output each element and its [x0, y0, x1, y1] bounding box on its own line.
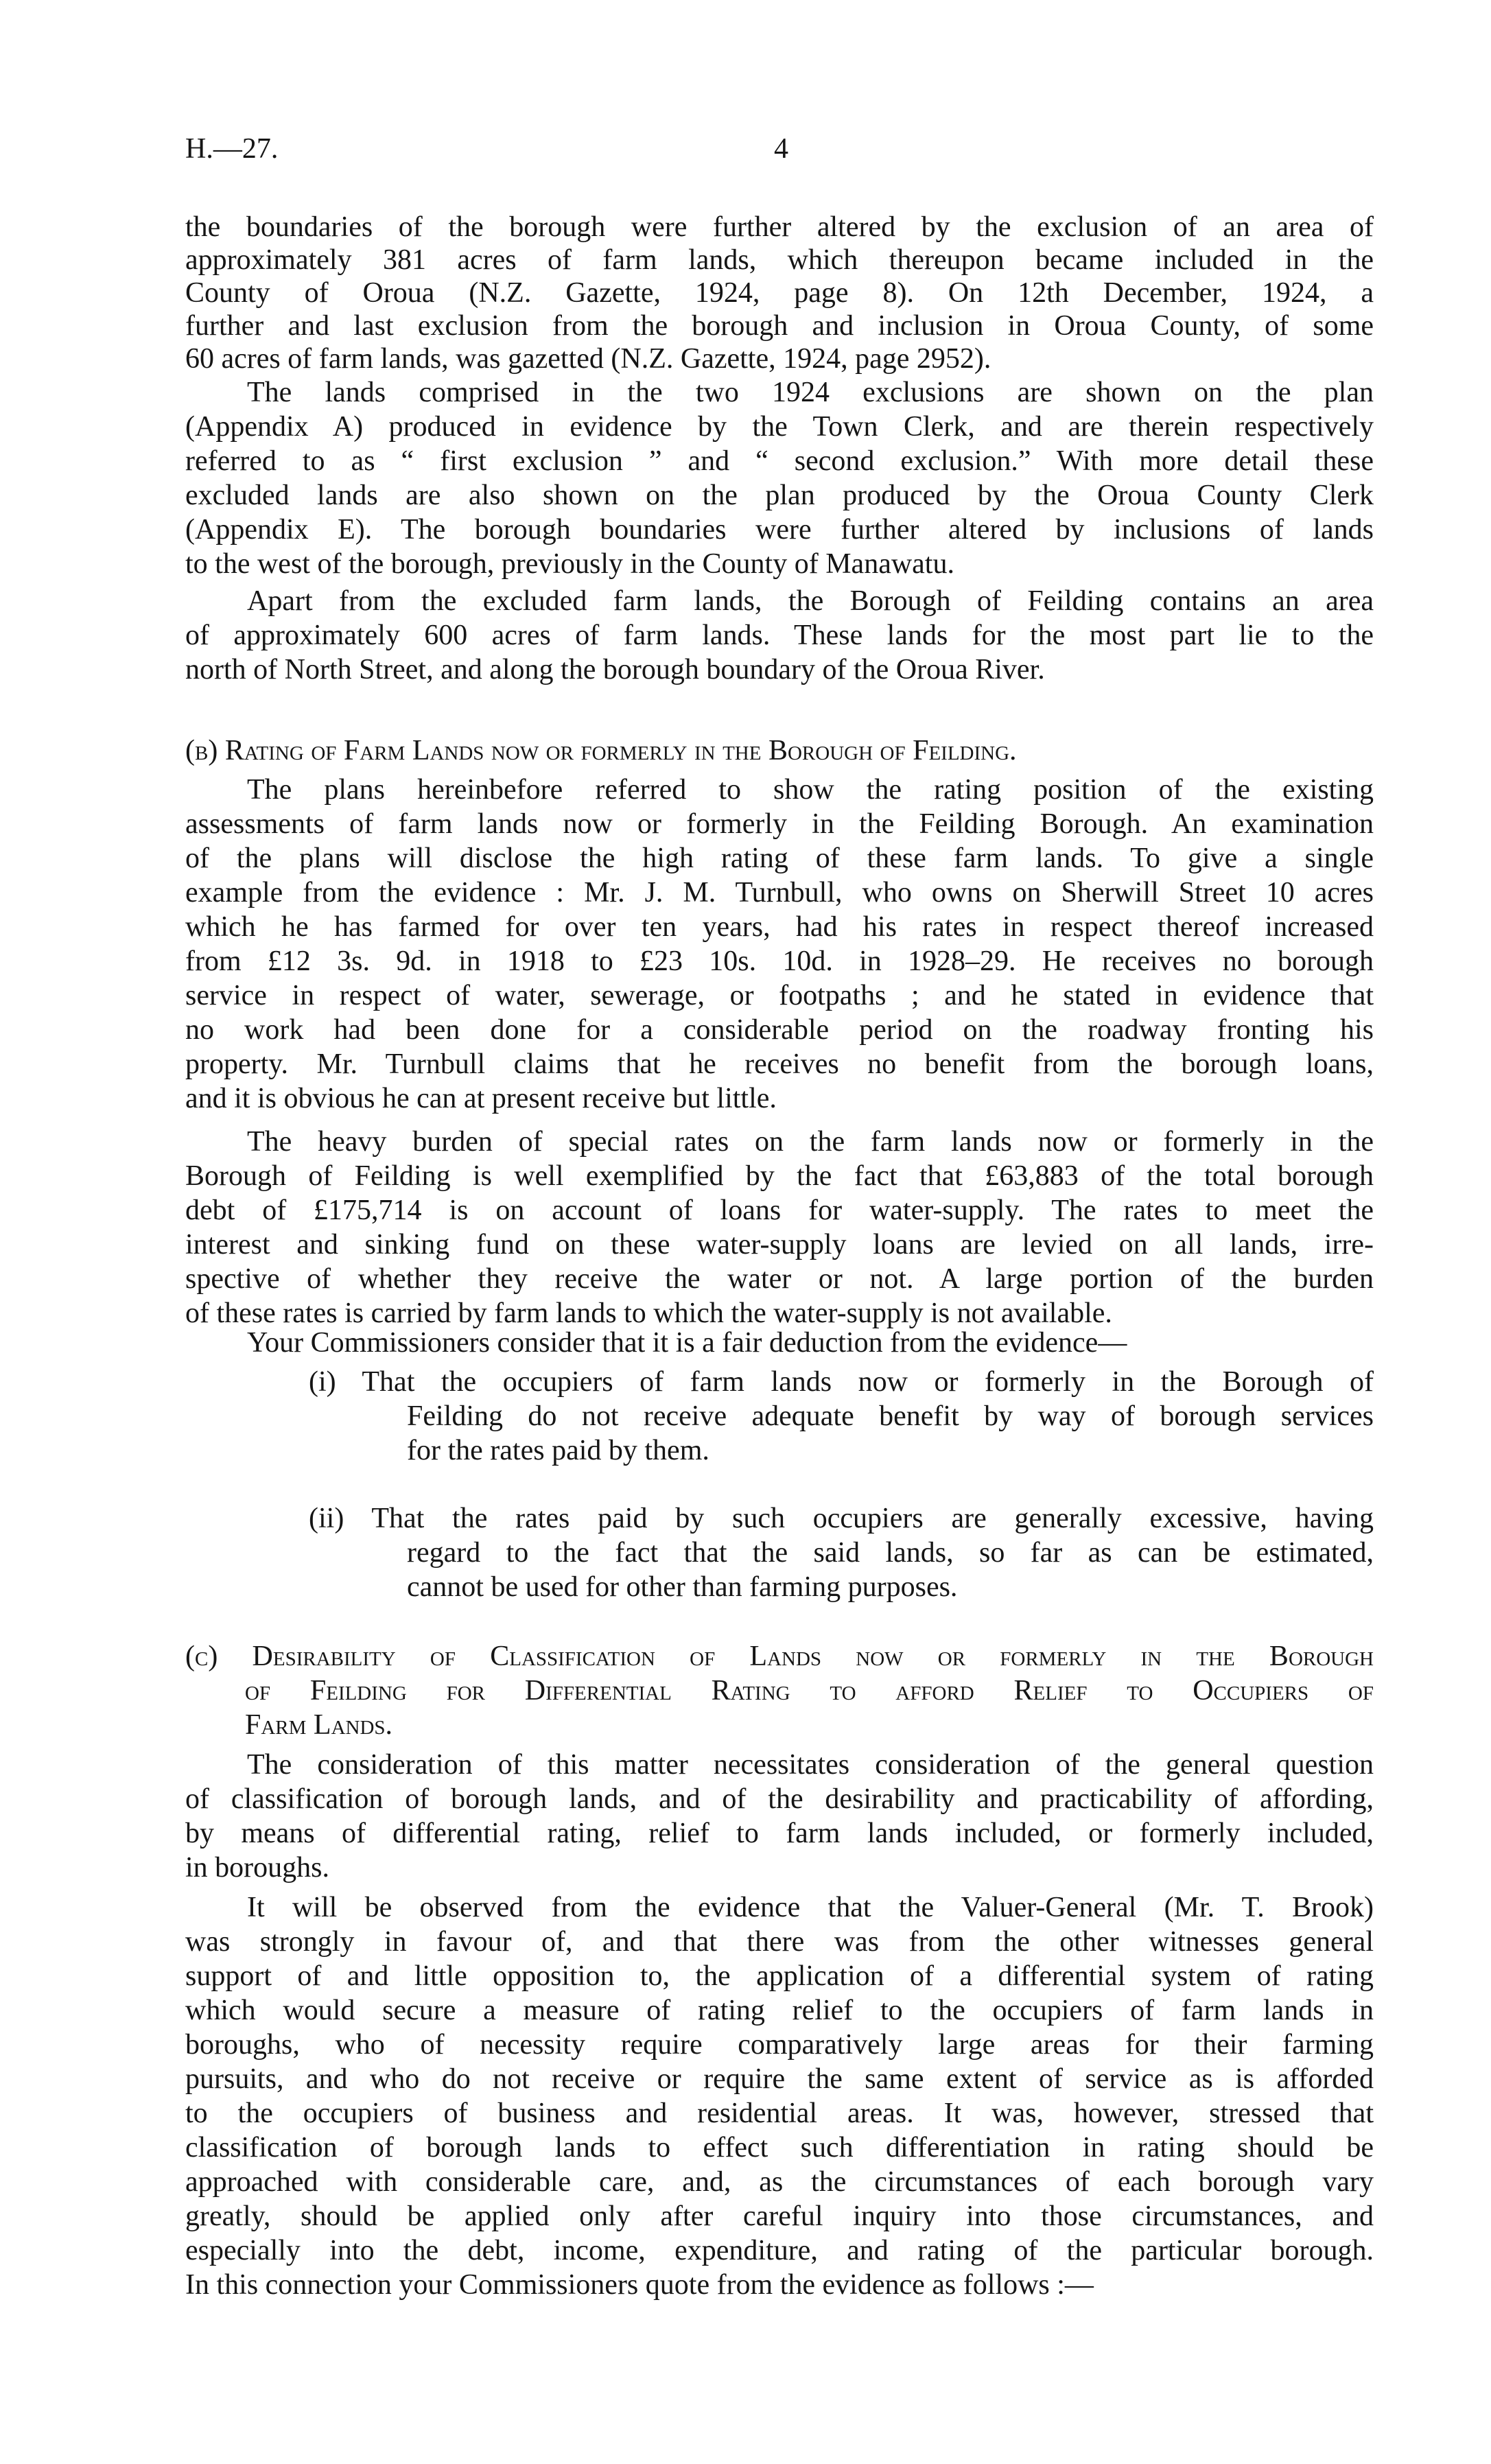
text-line: Apart from the excluded farm lands, the Borough of Feilding contains an area — [247, 585, 1374, 617]
paragraph — [185, 1326, 1374, 1360]
paragraph — [185, 584, 1374, 687]
text-line: which would secure a measure of rating relief to the occupiers of farm lands in — [185, 1995, 1374, 2026]
paragraph — [185, 1890, 1374, 2302]
text-line: The consideration of this matter necessitates consideration of the general question — [247, 1749, 1374, 1781]
text-line: no work had been done for a considerable period on the roadway fronting his — [185, 1014, 1374, 1046]
text-line: of approximately 600 acres of farm lands. These lands for the most part lie to the — [185, 620, 1374, 651]
text-line: excluded lands are also shown on the plan produced by the Oroua County Clerk — [185, 480, 1374, 511]
text-line: of these rates is carried by farm lands to which the water-supply is not available. — [185, 1298, 1112, 1329]
text-line: The lands comprised in the two 1924 exclusions are shown on the plan — [247, 377, 1374, 408]
text-line: of the plans will disclose the high rating of these farm lands. To give a single — [185, 843, 1374, 874]
text-line: for the rates paid by them. — [407, 1435, 709, 1466]
text-line: was strongly in favour of, and that there was from the other witnesses general — [185, 1926, 1374, 1958]
text-line: In this connection your Commissioners quote from the evidence as follows :— — [185, 2269, 1094, 2301]
text-line: property. Mr. Turnbull claims that he receives no benefit from the borough loans, — [185, 1048, 1374, 1080]
text-line: It will be observed from the evidence that the Valuer-General (Mr. T. Brook) — [247, 1892, 1374, 1923]
text-line: to the occupiers of business and residential areas. It was, however, stressed that — [185, 2098, 1374, 2129]
text-line: which he has farmed for over ten years, had his rates in respect thereof increased — [185, 911, 1374, 943]
text-line: of Feilding for Differential Rating to afford Relief to Occupiers of — [245, 1675, 1374, 1706]
text-line: further and last exclusion from the borough and inclusion in Oroua County, of some — [185, 310, 1374, 342]
text-line: support of and little opposition to, the application of a differential system of rating — [185, 1960, 1374, 1992]
text-line: debt of £175,714 is on account of loans for water-supply. The rates to meet the — [185, 1195, 1374, 1226]
text-line: spective of whether they receive the water or not. A large portion of the burden — [185, 1263, 1374, 1295]
text-line: Feilding do not receive adequate benefit by way of borough services — [407, 1400, 1374, 1432]
section-heading — [185, 734, 1374, 768]
paragraph — [185, 1125, 1374, 1330]
text-line: The heavy burden of special rates on the farm lands now or formerly in the — [247, 1126, 1374, 1158]
text-line: from £12 3s. 9d. in 1918 to £23 10s. 10d. in 1928–29. He receives no borough — [185, 946, 1374, 977]
text-line: in boroughs. — [185, 1852, 329, 1884]
text-line: County of Oroua (N.Z. Gazette, 1924, page 8). On 12th December, 1924, a — [185, 277, 1374, 309]
text-line: Your Commissioners consider that it is a fair deduction from the evidence— — [247, 1327, 1127, 1359]
text-line: (b) Rating of Farm Lands now or formerly in the Borough of Feilding. — [185, 735, 1017, 766]
text-line: of classification of borough lands, and of the desirability and practicability of affording, — [185, 1783, 1374, 1815]
text-line: to the west of the borough, previously in the County of Manawatu. — [185, 548, 954, 580]
text-line: pursuits, and who do not receive or require the same extent of service as is afforded — [185, 2063, 1374, 2095]
text-line: approximately 381 acres of farm lands, which thereupon became included in the — [185, 244, 1374, 276]
paragraph — [185, 211, 1374, 375]
text-line: (i) That the occupiers of farm lands now or formerly in the Borough of — [309, 1366, 1374, 1398]
text-line: Farm Lands. — [245, 1709, 393, 1741]
text-line: by means of differential rating, relief to farm lands included, or formerly included, — [185, 1818, 1374, 1849]
text-line: regard to the fact that the said lands, so far as can be estimated, — [407, 1537, 1374, 1569]
text-line: Borough of Feilding is well exemplified by the fact that £63,883 of the total borough — [185, 1160, 1374, 1192]
text-line: (Appendix E). The borough boundaries were further altered by inclusions of lands — [185, 514, 1374, 545]
document-code: H.—27. — [185, 133, 279, 165]
text-line: assessments of farm lands now or formerly in the Feilding Borough. An examination — [185, 808, 1374, 840]
paragraph — [185, 773, 1374, 1116]
text-line: (c) Desirability of Classification of Lands now or formerly in the Borough — [185, 1641, 1374, 1672]
text-line: (Appendix A) produced in evidence by the Town Clerk, and are therein respectively — [185, 411, 1374, 443]
list-item — [185, 1501, 1374, 1604]
text-line: 60 acres of farm lands, was gazetted (N.Z. Gazette, 1924, page 2952). — [185, 343, 991, 375]
text-line: referred to as “ first exclusion ” and “ second exclusion.” With more detail these — [185, 445, 1374, 477]
text-line: boroughs, who of necessity require comparatively large areas for their farming — [185, 2029, 1374, 2061]
text-line: north of North Street, and along the borough boundary of the Oroua River. — [185, 654, 1045, 685]
paragraph — [185, 1748, 1374, 1885]
text-line: especially into the debt, income, expenditure, and rating of the particular borough. — [185, 2235, 1374, 2266]
text-line: The plans hereinbefore referred to show the rating position of the existing — [247, 774, 1374, 806]
text-line: the boundaries of the borough were further altered by the exclusion of an area of — [185, 211, 1374, 243]
paragraph — [185, 375, 1374, 581]
section-heading — [185, 1639, 1374, 1742]
text-line: and it is obvious he can at present receive but little. — [185, 1083, 777, 1114]
text-line: cannot be used for other than farming purposes. — [407, 1571, 958, 1603]
text-line: interest and sinking fund on these water-supply loans are levied on all lands, irre- — [185, 1229, 1374, 1260]
text-line: approached with considerable care, and, as the circumstances of each borough vary — [185, 2166, 1374, 2198]
list-item — [185, 1365, 1374, 1468]
text-line: service in respect of water, sewerage, or footpaths ; and he stated in evidence that — [185, 980, 1374, 1011]
text-line: classification of borough lands to effect such differentiation in rating should be — [185, 2132, 1374, 2163]
text-line: example from the evidence : Mr. J. M. Turnbull, who owns on Sherwill Street 10 acres — [185, 877, 1374, 908]
page-number: 4 — [774, 133, 788, 165]
text-line: greatly, should be applied only after careful inquiry into those circumstances, and — [185, 2201, 1374, 2232]
text-line: (ii) That the rates paid by such occupiers are generally excessive, having — [309, 1503, 1374, 1534]
